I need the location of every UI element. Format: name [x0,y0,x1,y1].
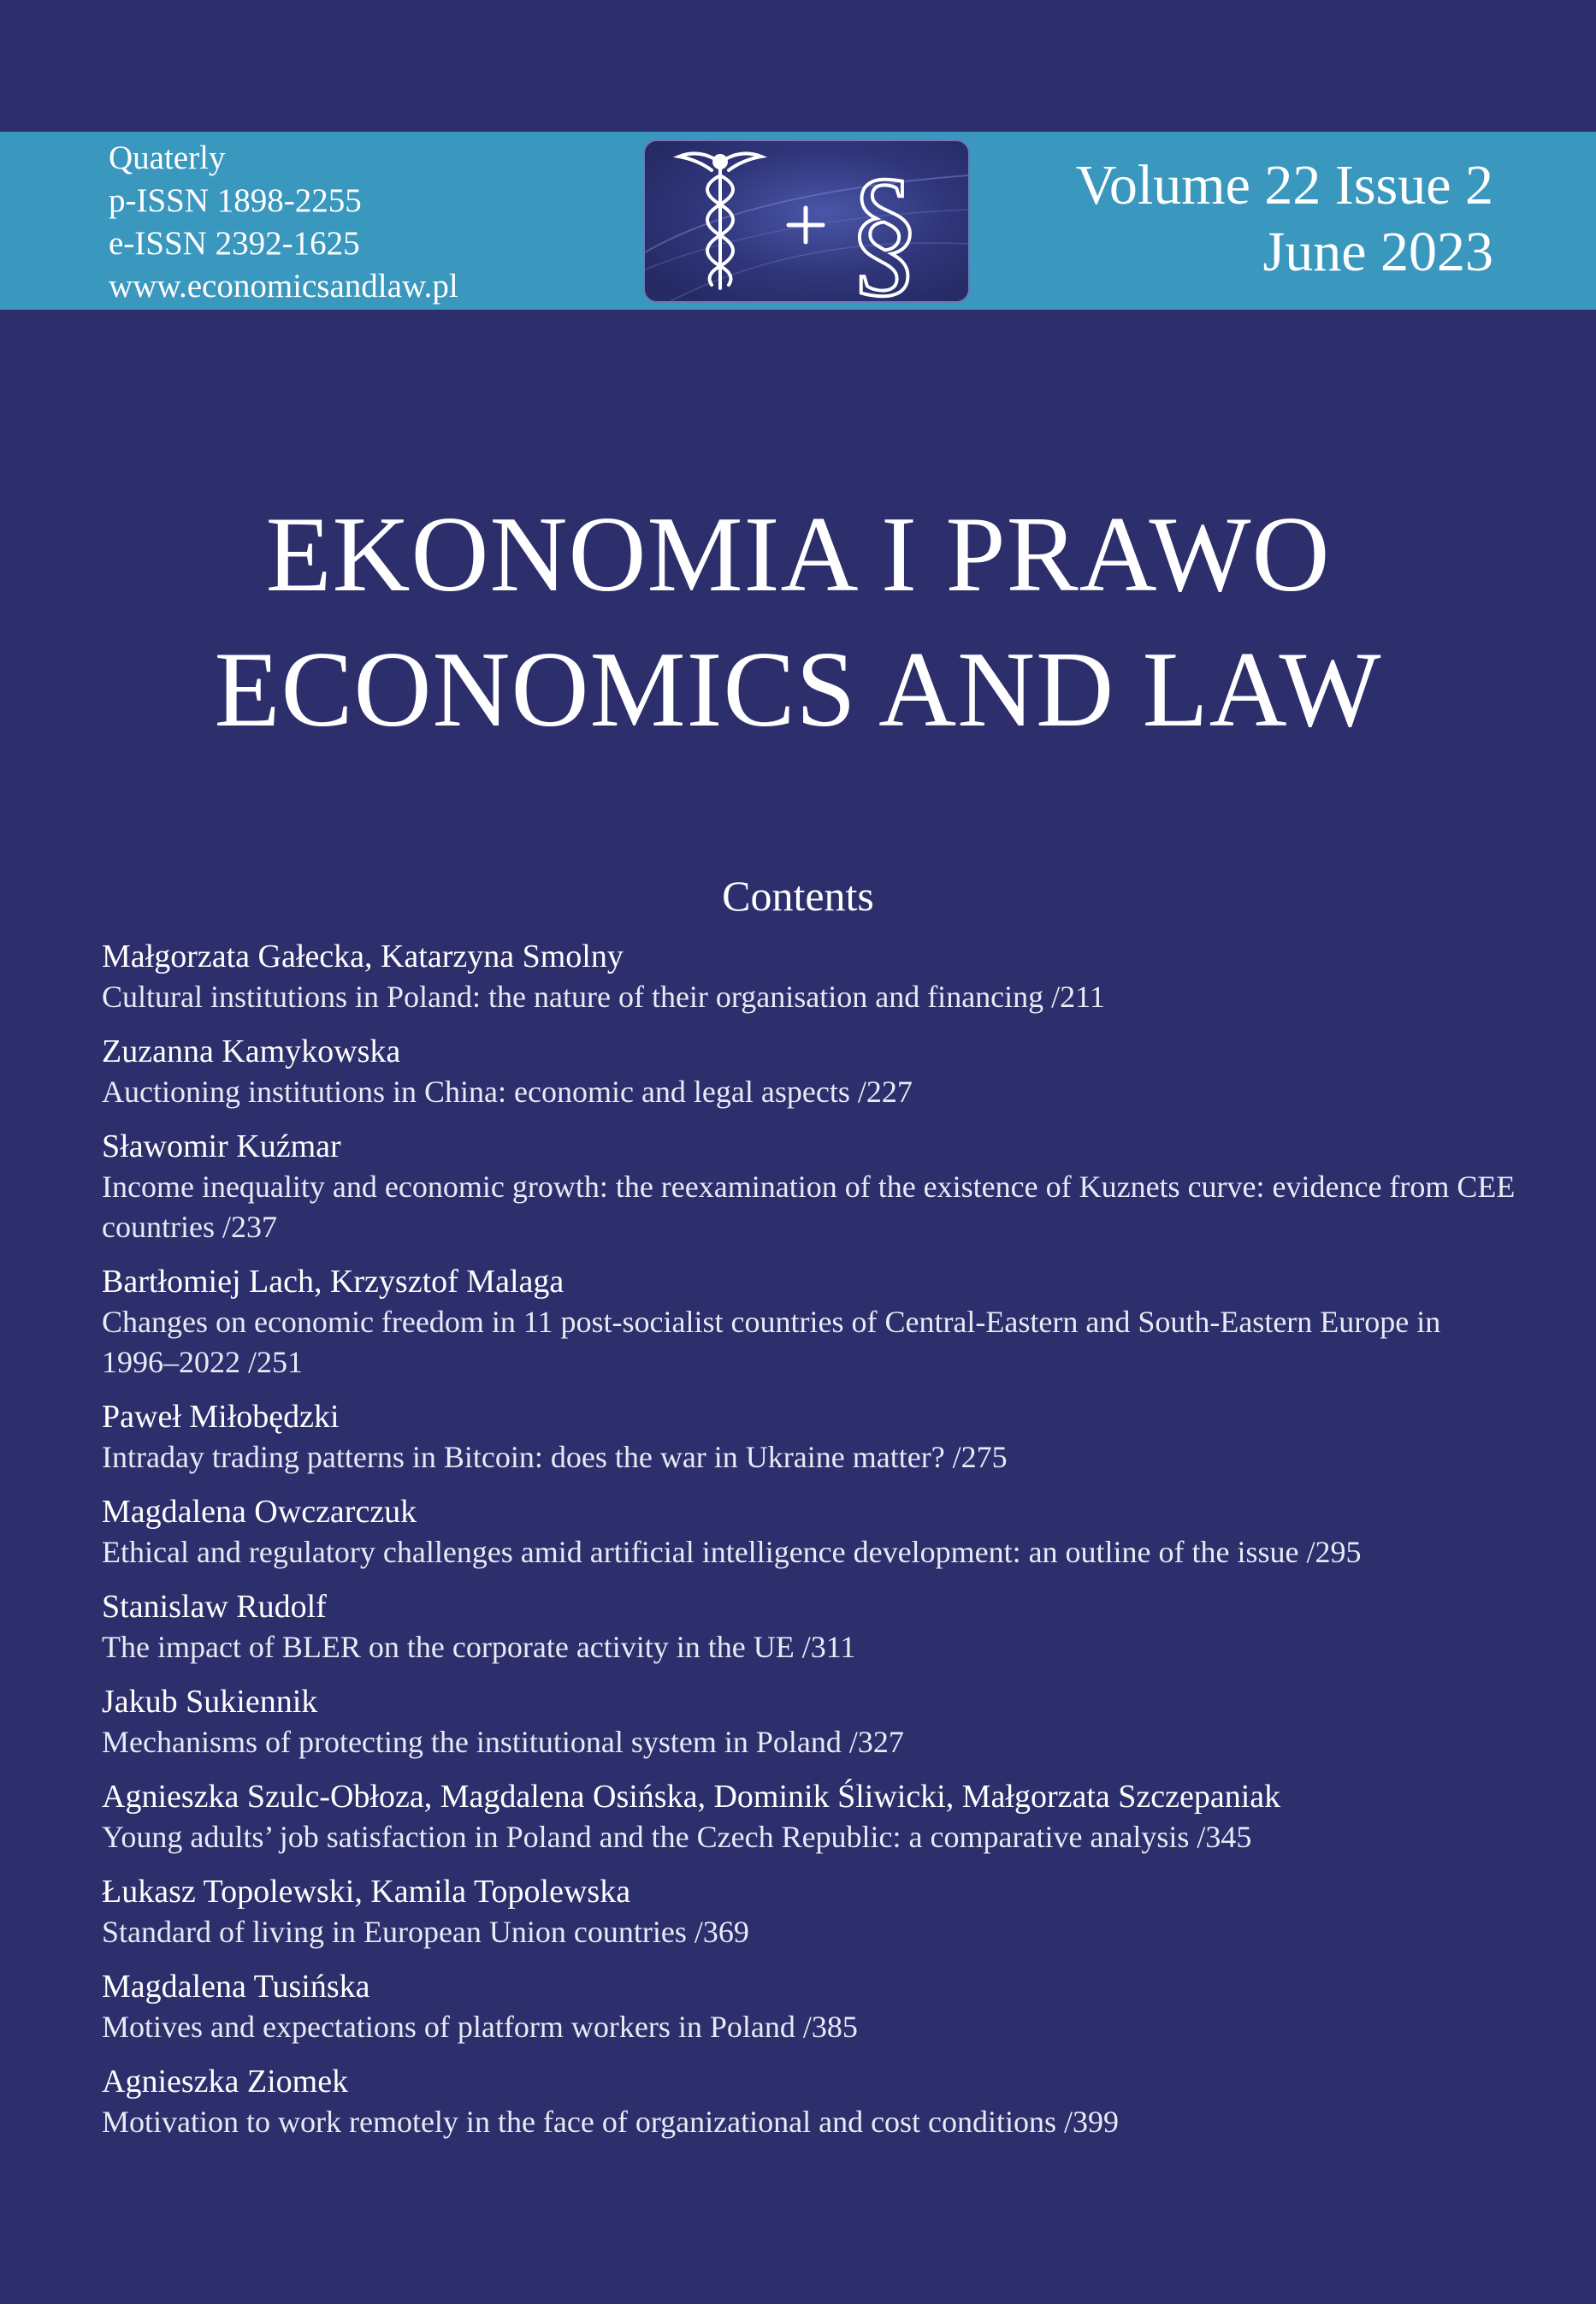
journal-title [0,488,1596,758]
toc-authors: Paweł Miłobędzki [102,1399,340,1435]
toc-authors: Bartłomiej Lach, Krzysztof Malaga [102,1264,565,1300]
toc-authors: Małgorzata Gałecka, Katarzyna Smolny [102,939,624,974]
svg-text:§: § [848,149,921,301]
toc-entry[interactable] [102,1682,1522,1762]
toc-entry[interactable] [102,937,1522,1017]
toc-entry[interactable] [102,1127,1522,1247]
website-link[interactable]: www.economicsandlaw.pl [109,268,458,305]
toc-authors: Magdalena Owczarczuk [102,1494,417,1530]
p-issn-label: p-ISSN 1898-2255 [109,182,362,219]
toc-authors: Agnieszka Ziomek [102,2064,349,2100]
toc-article-title: Motives and expectations of platform workers in Poland /385 [102,2010,858,2044]
toc-entry[interactable] [102,1032,1522,1112]
toc-authors: Łukasz Topolewski, Kamila Topolewska [102,1874,631,1910]
toc-entry[interactable] [102,2062,1522,2142]
toc-authors: Jakub Sukiennik [102,1684,318,1720]
journal-title-english: ECONOMICS AND LAW [214,631,1382,749]
toc-authors: Stanislaw Rudolf [102,1589,327,1625]
toc-article-title: Young adults’ job satisfaction in Poland and the Czech Republic: a comparative analysis /345 [102,1820,1252,1854]
frequency-label: Quaterly [109,139,226,176]
toc-article-title: Standard of living in European Union countries /369 [102,1915,749,1949]
e-issn-label: e-ISSN 2392-1625 [109,225,360,262]
toc-article-title: Intraday trading patterns in Bitcoin: does the war in Ukraine matter? /275 [102,1440,1008,1474]
toc-article-title: Auctioning institutions in China: economic and legal aspects /227 [102,1075,913,1109]
toc-authors: Agnieszka Szulc-Obłoza, Magdalena Osińska, Dominik Śliwicki, Małgorzata Szczepaniak [102,1779,1281,1815]
toc-entry[interactable] [102,1587,1522,1667]
toc-authors: Magdalena Tusińska [102,1969,370,2005]
toc-entry[interactable] [102,1777,1522,1857]
toc-article-title: Ethical and regulatory challenges amid artificial intelligence development: an outline of the issue /295 [102,1535,1362,1569]
toc-authors: Sławomir Kuźmar [102,1128,341,1164]
toc-entry[interactable] [102,1872,1522,1952]
toc-entry[interactable] [102,1967,1522,2047]
toc-article-title: The impact of BLER on the corporate activity in the UE /311 [102,1630,856,1664]
contents-heading: Contents [722,872,874,920]
toc-authors: Zuzanna Kamykowska [102,1034,401,1069]
toc-article-title: Changes on economic freedom in 11 post-socialist countries of Central-Eastern and South-Eastern Europe in 1996–2022 /251 [102,1305,1441,1379]
toc-entry[interactable] [102,1397,1522,1478]
journal-logo [643,139,970,303]
issue-date-label: June 2023 [1262,221,1493,283]
toc-article-title: Cultural institutions in Poland: the nature of their organisation and financing /211 [102,980,1105,1014]
toc-article-title: Income inequality and economic growth: the reexamination of the existence of Kuznets curve: evidence from CEE countries /237 [102,1170,1516,1244]
table-of-contents [102,937,1522,2157]
issue-info [1076,152,1493,286]
toc-entry[interactable] [102,1262,1522,1383]
caduceus-plus-section-icon [645,141,968,301]
volume-issue-label: Volume 22 Issue 2 [1075,154,1493,216]
toc-entry[interactable] [102,1492,1522,1573]
toc-article-title: Mechanisms of protecting the institutional system in Poland /327 [102,1725,904,1759]
journal-metadata [109,137,458,308]
toc-article-title: Motivation to work remotely in the face of organizational and cost conditions /399 [102,2105,1120,2139]
journal-title-polish: EKONOMIA I PRAWO [265,495,1331,614]
